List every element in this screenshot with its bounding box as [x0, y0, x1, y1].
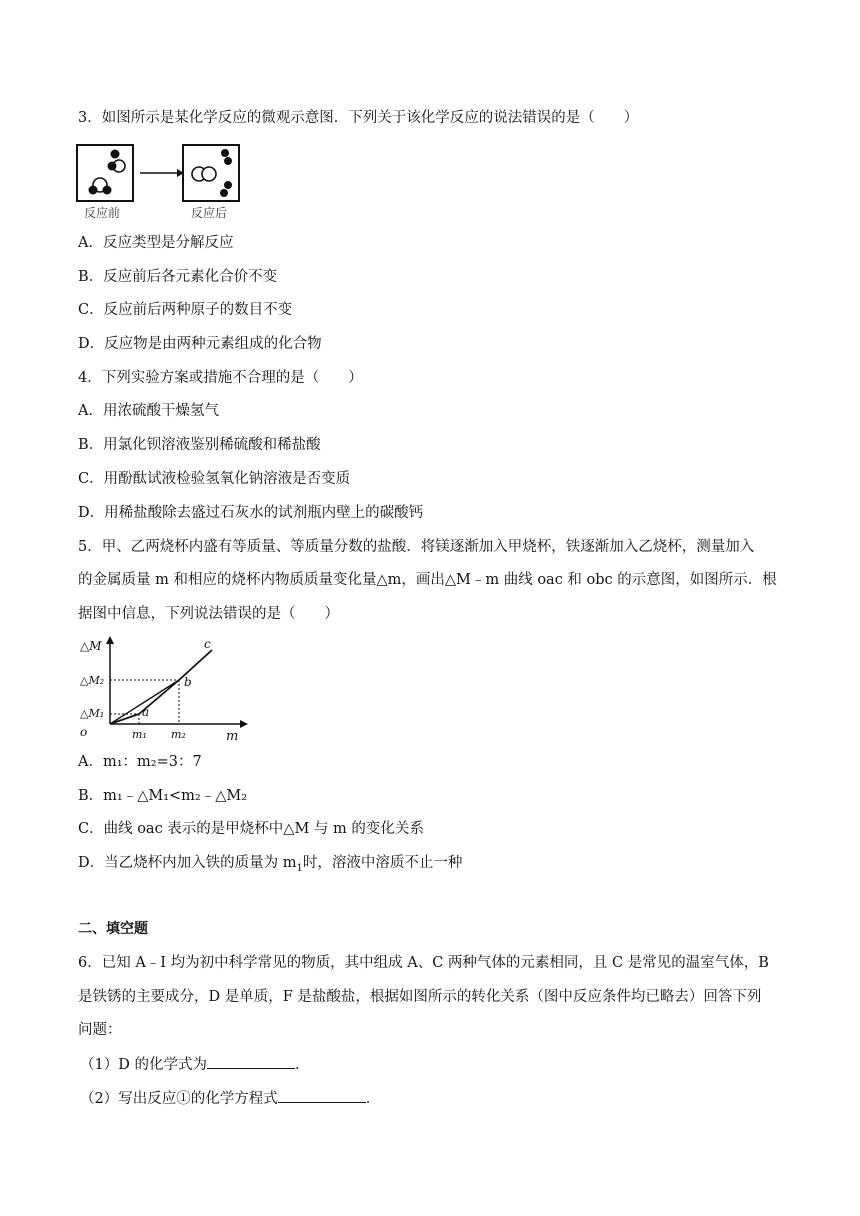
reaction-diagram-svg [76, 143, 246, 223]
q4-option-a: A．用浓硫酸干燥氢气 [78, 403, 219, 419]
point-a-label: a [142, 705, 150, 719]
after-atom-dark [224, 157, 232, 165]
q4-option-d: D．用稀盐酸除去盛过石灰水的试剂瓶内壁上的碳酸钙 [78, 505, 424, 521]
point-b-label: b [184, 675, 192, 689]
q5-option-b: B．m₁﹣△M₁<m₂﹣△M₂ [78, 788, 248, 804]
q6-sub1-text: （1）D 的化学式为 [80, 1057, 207, 1073]
q6-sub1-blank[interactable] [207, 1054, 295, 1069]
q6-sub2-end: ． [365, 1091, 381, 1107]
after-atom-light [202, 167, 216, 181]
before-atom-dark [108, 162, 117, 171]
q6-sub1 [80, 1054, 309, 1075]
q5-stem-line2: 的金属质量 m 和相应的烧杯内物质质量变化量△m，画出△M﹣m 曲线 oac 和 obc 的示意图，如图所示．根 [78, 572, 777, 588]
y-axis-arrowhead [106, 636, 114, 644]
q5-option-d [78, 853, 462, 879]
q5-option-d-sub: 1 [296, 862, 303, 874]
q4-option-b: B．用氯化钡溶液鉴别稀硫酸和稀盐酸 [78, 437, 321, 453]
q5-option-a: A．m₁：m₂=3：7 [78, 754, 202, 770]
q5-stem-line3: 据图中信息，下列说法错误的是（ ） [78, 606, 339, 622]
q3-option-c: C．反应前后两种原子的数目不变 [78, 302, 293, 318]
x-tick-m1: m₁ [132, 728, 147, 741]
mass-change-graph [76, 634, 252, 744]
q6-sub2-text: （2）写出反应①的化学方程式 [80, 1091, 278, 1107]
x-tick-m2: m₂ [171, 728, 186, 741]
q6-line1: 6．已知 A﹣I 均为初中科学常见的物质，其中组成 A、C 两种气体的元素相同，且 C 是常见的温室气体，B [78, 955, 769, 971]
x-axis-arrowhead [240, 720, 248, 728]
q3-option-b: B．反应前后各元素化合价不变 [78, 269, 278, 285]
q3-option-d: D．反应物是由两种元素组成的化合物 [78, 336, 322, 352]
section-title: 二、填空题 [78, 921, 148, 937]
q5-option-d-pre: D．当乙烧杯内加入铁的质量为 m [78, 855, 297, 871]
mass-change-graph-svg [76, 634, 252, 744]
q6-sub2 [80, 1088, 380, 1109]
q5-option-c: C．曲线 oac 表示的是甲烧杯中△M 与 m 的变化关系 [78, 821, 424, 837]
x-axis-label: m [226, 729, 239, 744]
before-atom-dark [103, 186, 112, 195]
reaction-diagram [76, 143, 246, 223]
label-after: 反应后 [191, 206, 228, 220]
q6-line3: 问题： [78, 1022, 122, 1038]
q6-sub2-blank[interactable] [278, 1088, 366, 1103]
y-tick-dm1: △M₁ [80, 707, 105, 720]
q6-line2: 是铁锈的主要成分，D 是单质，F 是盐酸盐，根据如图所示的转化关系（图中反应条件均已略去）回答下列 [78, 989, 762, 1005]
before-atom-dark [111, 150, 120, 159]
curve-oac [110, 650, 212, 724]
q4-option-c: C．用酚酞试液检验氢氧化钠溶液是否变质 [78, 471, 351, 487]
q5-option-d-post: 时，溶液中溶质不止一种 [302, 855, 463, 871]
origin-label: o [80, 725, 88, 739]
q3-stem: 3．如图所示是某化学反应的微观示意图．下列关于该化学反应的说法错误的是（ ） [78, 110, 639, 126]
y-tick-dm2: △M₂ [80, 674, 105, 687]
y-axis-label: △M [80, 639, 102, 653]
after-atom-dark [220, 189, 228, 197]
q3-option-a: A．反应类型是分解反应 [78, 235, 234, 251]
after-atom-dark [221, 149, 229, 157]
after-atom-dark [224, 181, 232, 189]
point-c-label: c [204, 637, 211, 651]
q6-sub1-end: ． [294, 1057, 310, 1073]
q4-stem: 4．下列实验方案或措施不合理的是（ ） [78, 370, 363, 386]
before-atom-dark [89, 186, 98, 195]
q5-stem-line1: 5．甲、乙两烧杯内盛有等质量、等质量分数的盐酸．将镁逐渐加入甲烧杯，铁逐渐加入乙烧杯，测量加入 [78, 539, 755, 555]
label-before: 反应前 [84, 206, 121, 220]
